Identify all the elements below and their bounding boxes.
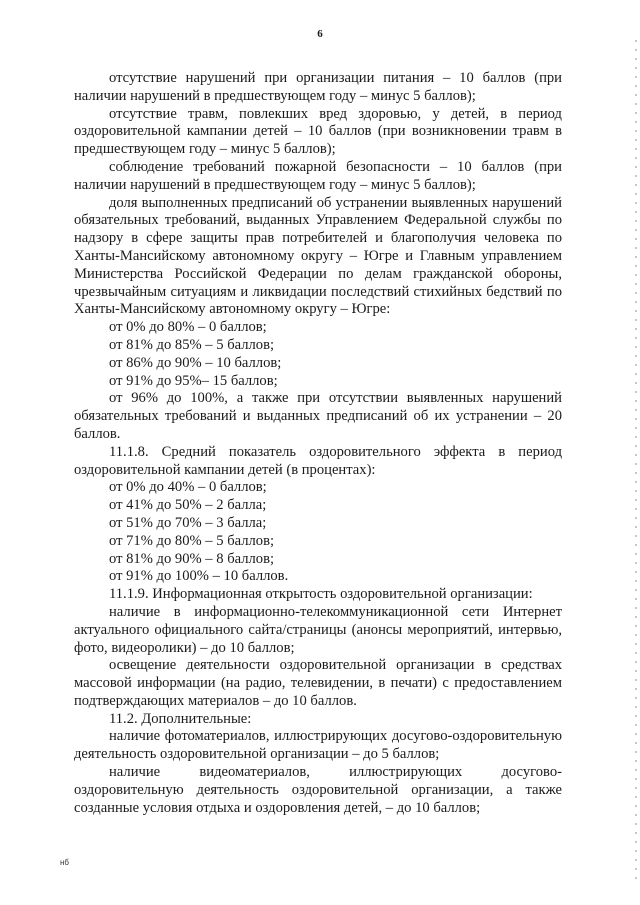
list-item: от 86% до 90% – 10 баллов; xyxy=(109,354,282,371)
paragraph-website: наличие в информационно-телекоммуникационной сети Интернет актуального официального сайта/страницы (анонсы мероприятий, интервью, фото, видеоролики) – до 10 баллов; xyxy=(74,603,562,656)
page-number: 6 xyxy=(317,28,323,40)
paragraph-prescriptions: доля выполненных предписаний об устранении выявленных нарушений обязательных требований, выданных Управлением Федеральной службы по надзору в сфере защиты прав потребителей и благополучия человека по Ханты-Мансийскому автономному округу – Югре и Главным управлением Министерства Российской Федерации по делам гражданской обороны, чрезвычайным ситуациям и ликвидации последствий стихийных бедствий по Ханты-Мансийскому автономному округу – Югре: xyxy=(74,194,562,318)
list-item: от 51% до 70% – 3 балла; xyxy=(109,514,267,531)
paragraph-fire-safety: соблюдение требований пожарной безопасности – 10 баллов (при наличии нарушений в предшествующем году – минус 5 баллов); xyxy=(74,158,562,193)
list-item: от 91% до 95%– 15 баллов; xyxy=(109,372,278,389)
list-item: от 0% до 80% – 0 баллов; xyxy=(109,319,267,336)
scan-edge-artifact xyxy=(635,40,637,880)
footer-initials: нб xyxy=(60,858,69,867)
paragraph-video-materials: наличие видеоматериалов, иллюстрирующих досугово-оздоровительную деятельность оздоровительной организации, а также созданные условия отдыха и оздоровления детей, – до 10 баллов; xyxy=(74,764,562,816)
list-item: от 81% до 90% – 8 баллов; xyxy=(109,550,275,567)
list-item: от 71% до 80% – 5 баллов; xyxy=(109,532,275,549)
paragraph-photo-materials: наличие фотоматериалов, иллюстрирующих досугово-оздоровительную деятельность оздоровительной организации – до 5 баллов; xyxy=(74,728,562,763)
list-item: от 81% до 85% – 5 баллов; xyxy=(109,336,275,353)
paragraph-nutrition: отсутствие нарушений при организации питания – 10 баллов (при наличии нарушений в предшествующем году – минус 5 баллов); xyxy=(74,70,562,104)
list-item: от 0% до 40% – 0 баллов; xyxy=(109,479,267,496)
document-body xyxy=(74,70,562,817)
section-11-2-heading: 11.2. Дополнительные: xyxy=(109,710,252,727)
paragraph-no-violations: от 96% до 100%, а также при отсутствии выявленных нарушений обязательных требований и выданных предписаний об их устранении – 20 баллов. xyxy=(74,390,562,442)
list-item: от 41% до 50% – 2 балла; xyxy=(109,497,267,514)
section-11-1-9-heading: 11.1.9. Информационная открытость оздоровительной организации: xyxy=(109,586,533,603)
paragraph-injuries: отсутствие травм, повлекших вред здоровью, у детей, в период оздоровительной кампании детей – 10 баллов (при возникновении травм в предшествующем году – минус 5 баллов); xyxy=(74,105,562,158)
paragraph-mass-media: освещение деятельности оздоровительной организации в средствах массовой информации (на радио, телевидении, в печати) с предоставлением подтверждающих материалов – до 10 баллов. xyxy=(74,657,562,709)
section-11-1-8-heading: 11.1.8. Средний показатель оздоровительного эффекта в период оздоровительной кампании детей (в процентах): xyxy=(74,443,562,478)
list-item: от 91% до 100% – 10 баллов. xyxy=(109,568,289,585)
